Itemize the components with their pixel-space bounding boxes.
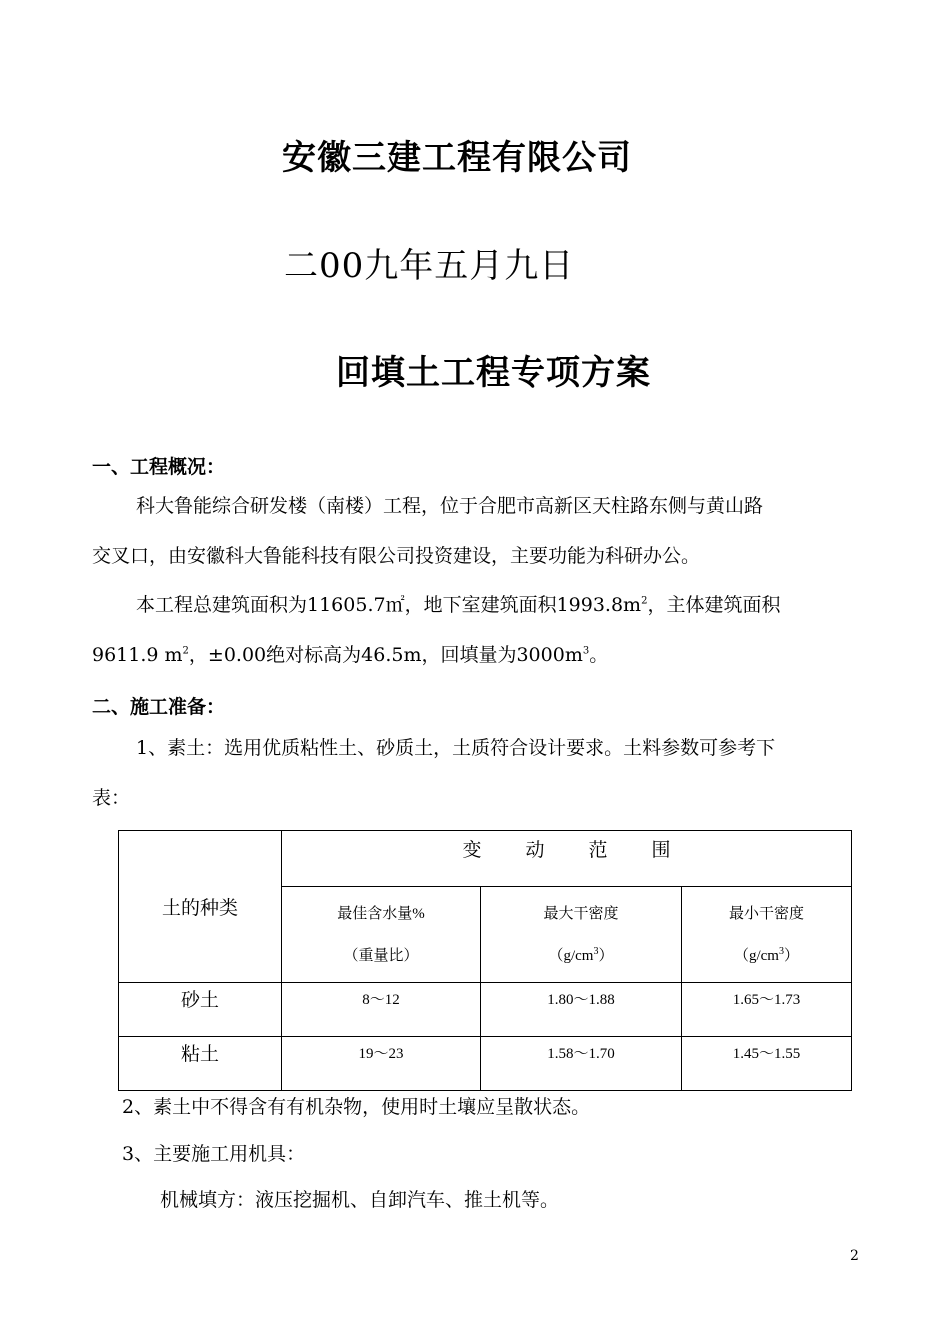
soil-type-cell: 砂土 (119, 983, 282, 1037)
max-density-cell: 1.80～1.88 (481, 983, 682, 1037)
table-header-moisture: 最佳含水量% （重量比） (282, 887, 481, 983)
section-heading-preparation: 二、施工准备： (92, 696, 226, 718)
document-title: 回填土工程专项方案 (336, 353, 651, 393)
area-paragraph-line: 本工程总建筑面积为11605.7㎡，地下室建筑面积$1993.8m^2$，主体建筑面积 (136, 594, 781, 616)
document-date: 二00九年五月九日 (284, 246, 575, 286)
table-header-range: 变动范围 (282, 831, 852, 887)
area-paragraph-line: 9611.9 $m^2$，±0.00绝对标高为46.5m，回填量为$3000m^3$。 (92, 644, 609, 666)
table-row (119, 983, 852, 1037)
prep-item-1-line: 表： (92, 787, 131, 809)
overview-paragraph-line: 交叉口，由安徽科大鲁能科技有限公司投资建设，主要功能为科研办公。 (92, 545, 701, 567)
prep-item-2: 2、素土中不得含有有机杂物，使用时土壤应呈散状态。 (122, 1096, 591, 1118)
prep-item-3-detail: 机械填方：液压挖掘机、自卸汽车、推土机等。 (160, 1189, 560, 1211)
company-name: 安徽三建工程有限公司 (282, 138, 632, 178)
table-header-soil-type: 土的种类 (119, 831, 282, 983)
table-header-min-density: 最小干密度 $(g/cm^3)$ (682, 887, 852, 983)
prep-item-1-line: 1、素土：选用优质粘性土、砂质土，土质符合设计要求。土料参数可参考下 (136, 737, 776, 759)
page-number: 2 (850, 1248, 859, 1264)
overview-paragraph-line: 科大鲁能综合研发楼（南楼）工程，位于合肥市高新区天柱路东侧与黄山路 (136, 495, 764, 517)
soil-parameter-table (118, 830, 852, 1091)
soil-type-cell: 粘土 (119, 1037, 282, 1091)
table-header-max-density: 最大干密度 $(g/cm^3)$ (481, 887, 682, 983)
prep-item-3: 3、主要施工用机具： (122, 1143, 306, 1165)
moisture-cell: 19～23 (282, 1037, 481, 1091)
section-heading-overview: 一、工程概况： (92, 456, 226, 478)
table-row (119, 1037, 852, 1091)
max-density-cell: 1.58～1.70 (481, 1037, 682, 1091)
moisture-cell: 8～12 (282, 983, 481, 1037)
min-density-cell: 1.65～1.73 (682, 983, 852, 1037)
min-density-cell: 1.45～1.55 (682, 1037, 852, 1091)
